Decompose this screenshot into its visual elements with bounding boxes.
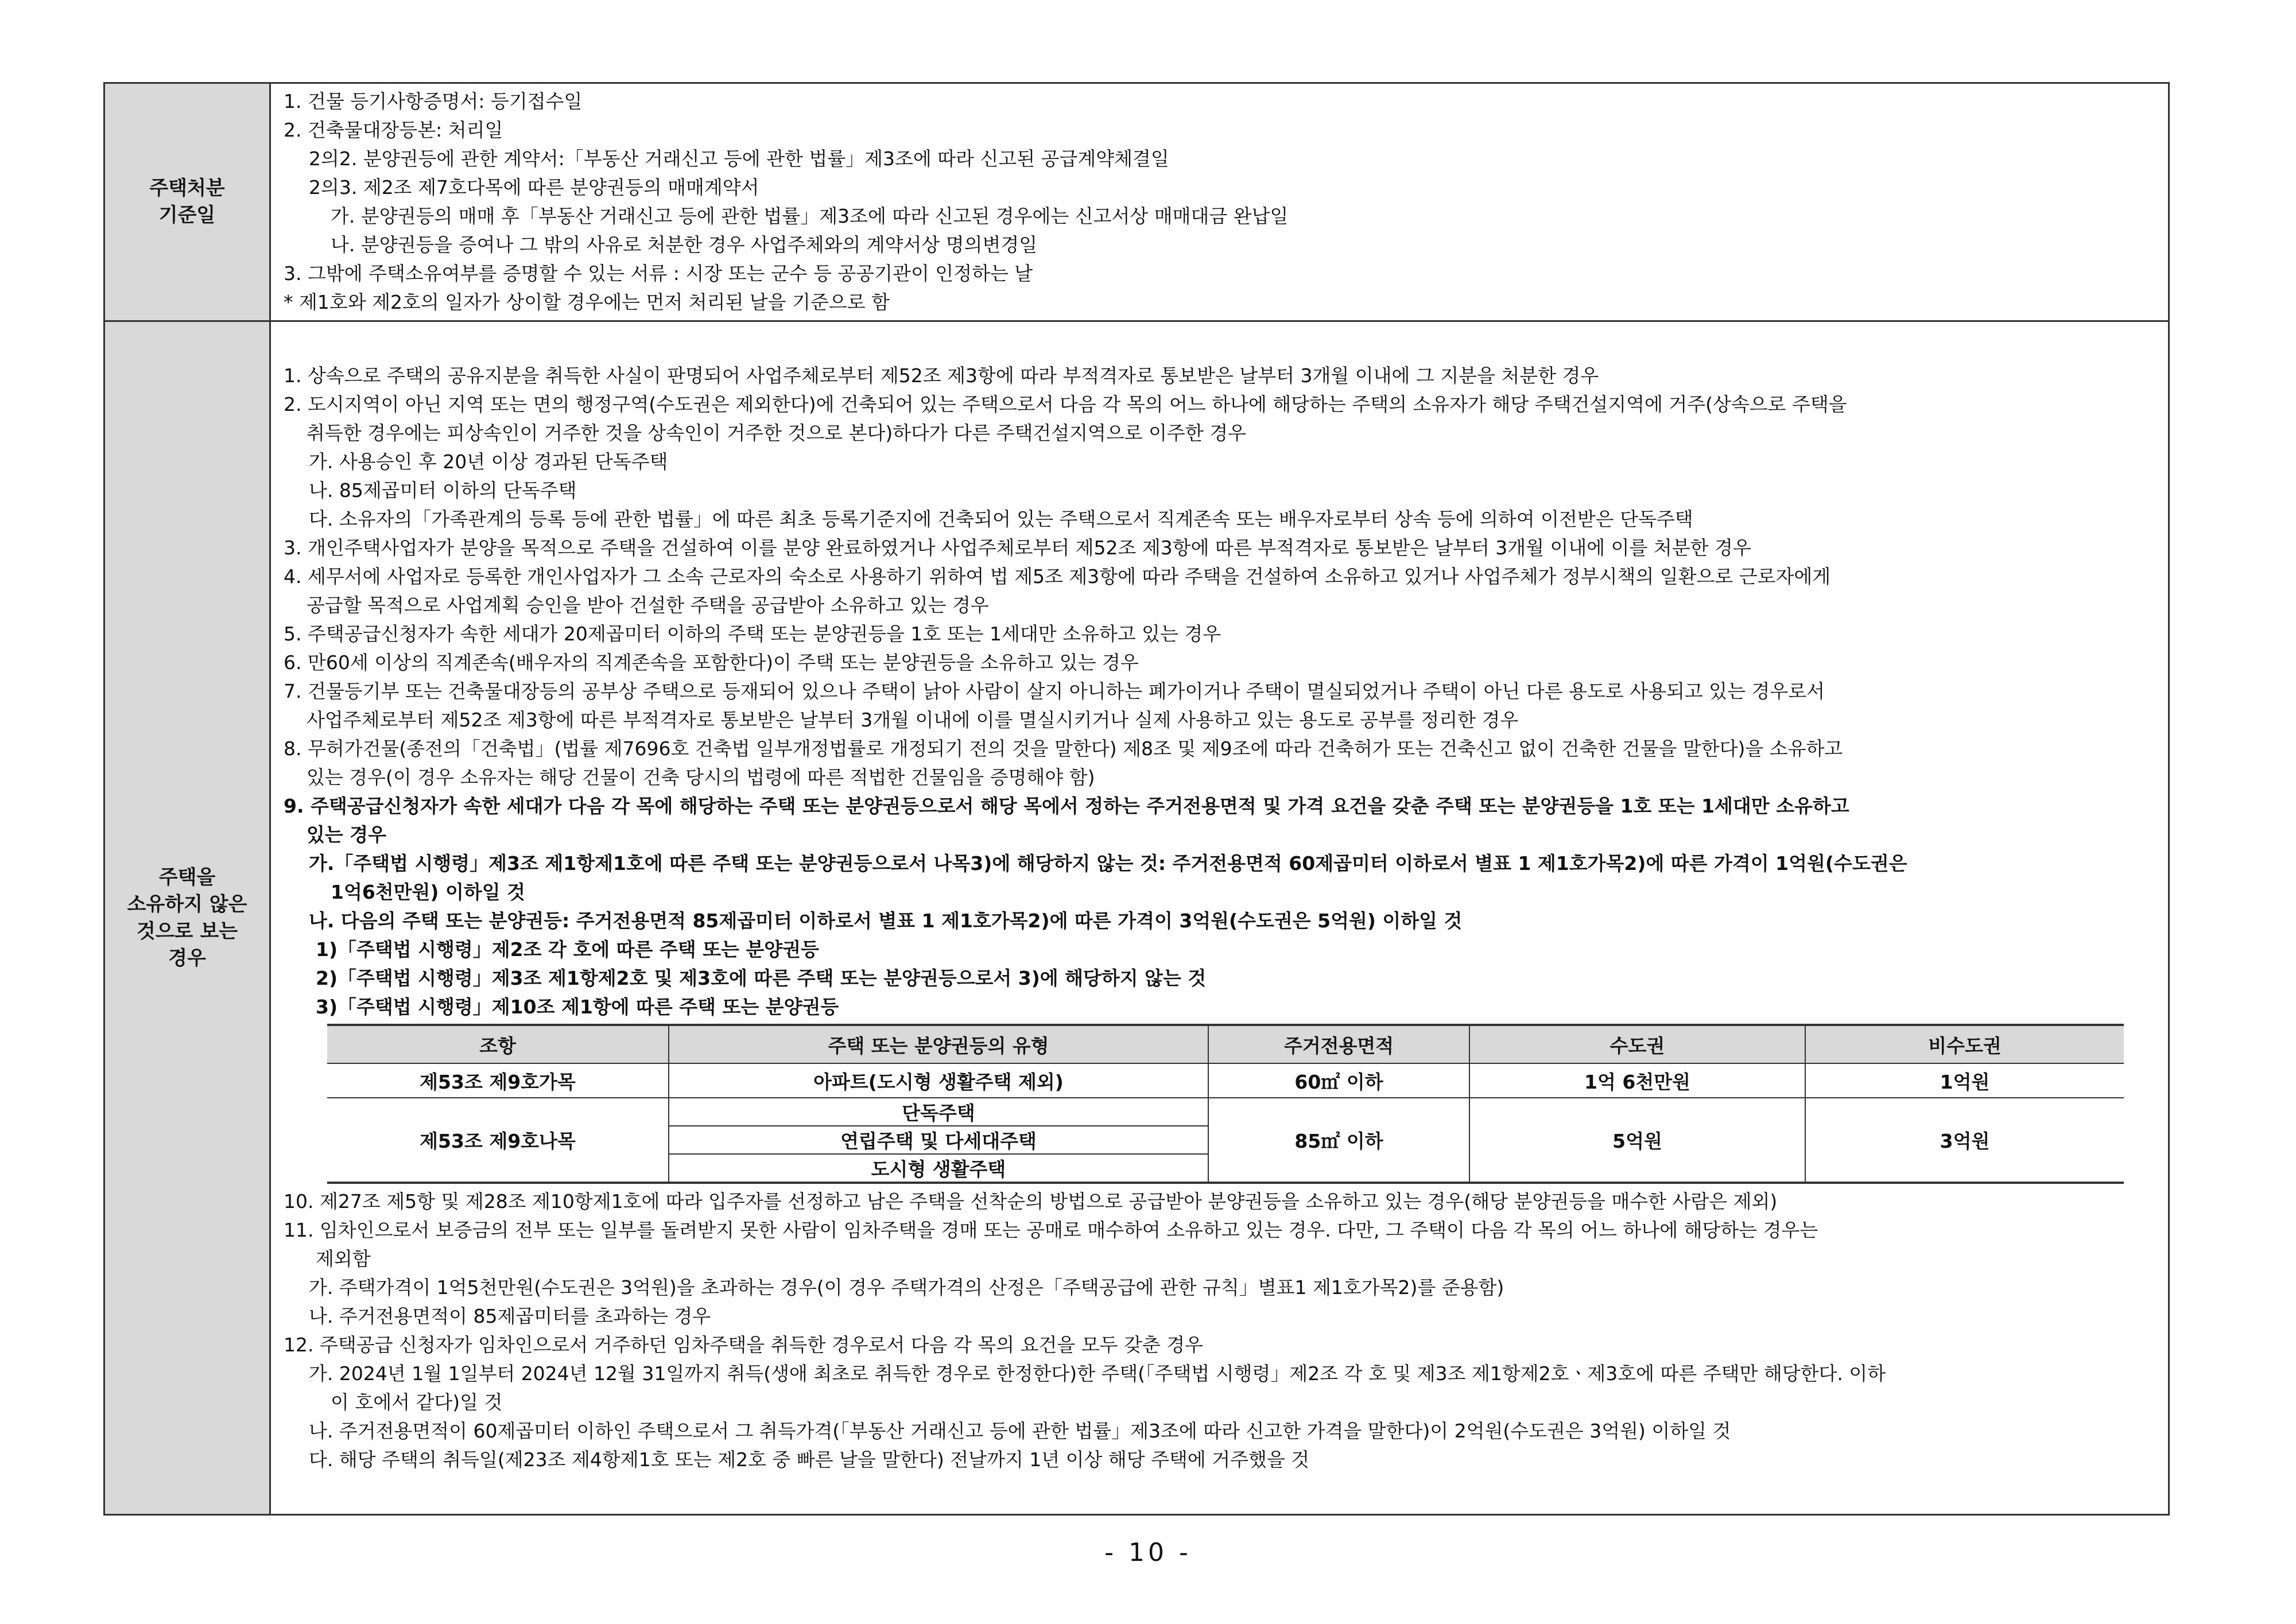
list-item: 나. 다음의 주택 또는 분양권등: 주거전용면적 85제곱미터 이하로서 별표 1 제1호가목2)에 따른 가격이 3억원(수도권은 5억원) 이하일 것	[309, 910, 1463, 932]
list-item: 공급할 목적으로 사업계획 승인을 받아 건설한 주택을 공급받아 소유하고 있는 경우	[307, 594, 989, 616]
list-item: 나. 주거전용면적이 85제곱미터를 초과하는 경우	[309, 1305, 711, 1327]
list-item: 나. 주거전용면적이 60제곱미터 이하인 주택으로서 그 취득가격(「부동산 거래신고 등에 관한 법률」제3조에 따라 신고한 가격을 말한다)이 2억원(수도권은 3억원) 이하일 것	[309, 1420, 1731, 1442]
section-content-disposal-date	[270, 83, 2169, 321]
table-cell: 제53조 제9호나목	[327, 1098, 669, 1183]
section-content-not-owning	[270, 321, 2169, 1515]
list-item: 8. 무허가건물(종전의「건축법」(법률 제7696호 건축법 일부개정법률로 개정되기 전의 것을 말한다) 제8조 및 제9조에 따라 건축허가 또는 건축신고 없이 건축한 건물을 말한다)을 소유하고	[284, 737, 1843, 760]
price-criteria-table	[327, 1024, 2124, 1184]
document	[103, 82, 2170, 1516]
list-item: 다. 소유자의「가족관계의 등록 등에 관한 법률」에 따른 최초 등록기준지에 건축되어 있는 주택으로서 직계존속 또는 배우자로부터 상속 등에 의하여 이전받은 단독주택	[309, 508, 1693, 530]
section-not-owning	[104, 321, 2169, 1515]
table-cell: 5억원	[1469, 1098, 1805, 1183]
list-item: 2. 건축물대장등본: 처리일	[284, 119, 503, 141]
table-cell: 1억원	[1805, 1063, 2124, 1098]
table-cell: 1억 6천만원	[1469, 1063, 1805, 1098]
list-item: 11. 임차인으로서 보증금의 전부 또는 일부를 돌려받지 못한 사람이 임차주택을 경매 또는 공매로 매수하여 소유하고 있는 경우. 다만, 그 주택이 다음 각 목의 어느 하나에 해당하는 경우는	[284, 1219, 1818, 1241]
table-cell: 도시형 생활주택	[669, 1154, 1208, 1183]
list-item: 1억6천만원) 이하일 것	[331, 881, 526, 903]
list-item: 10. 제27조 제5항 및 제28조 제10항제1호에 따라 입주자를 선정하고 남은 주택을 선착순의 방법으로 공급받아 분양권등을 소유하고 있는 경우(해당 분양권등을 매수한 사람은 제외)	[284, 1190, 1778, 1213]
label-text: 주택처분 기준일	[149, 177, 225, 227]
list-item: 12. 주택공급 신청자가 임차인으로서 거주하던 임차주택을 취득한 경우로서 다음 각 목의 요건을 모두 갖춘 경우	[284, 1334, 1203, 1356]
table-row	[327, 1098, 2124, 1126]
list-item: 7. 건물등기부 또는 건축물대장등의 공부상 주택으로 등재되어 있으나 주택이 낡아 사람이 살지 아니하는 폐가이거나 주택이 멸실되었거나 주택이 아닌 다른 용도로 사용되고 있는 경우로서	[284, 680, 1825, 702]
column-header: 비수도권	[1805, 1025, 2124, 1063]
list-item: 2)「주택법 시행령」제3조 제1항제2호 및 제3호에 따른 주택 또는 분양권등으로서 3)에 해당하지 않는 것	[316, 967, 1207, 989]
list-item: 취득한 경우에는 피상속인이 거주한 것을 상속인이 거주한 것으로 본다)하다가 다른 주택건설지역으로 이주한 경우	[307, 422, 1247, 444]
list-item: 있는 경우	[307, 823, 387, 846]
section-label-disposal-date	[104, 83, 270, 321]
note-text: * 제1호와 제2호의 일자가 상이할 경우에는 먼저 처리된 날을 기준으로 함	[284, 291, 890, 313]
list-item: 1. 상속으로 주택의 공유지분을 취득한 사실이 판명되어 사업주체로부터 제52조 제3항에 따라 부적격자로 통보받은 날부터 3개월 이내에 그 지분을 처분한 경우	[284, 364, 1599, 387]
list-item: 이 호에서 같다)일 것	[331, 1391, 503, 1413]
table-row	[327, 1063, 2124, 1098]
list-item: 사업주체로부터 제52조 제3항에 따른 부적격자로 통보받은 날부터 3개월 이내에 이를 멸실시키거나 실제 사용하고 있는 용도로 공부를 정리한 경우	[307, 709, 1519, 731]
list-item: 가. 분양권등의 매매 후「부동산 거래신고 등에 관한 법률」제3조에 따라 신고된 경우에는 신고서상 매매대금 완납일	[331, 205, 1289, 227]
list-item: 2. 도시지역이 아닌 지역 또는 면의 행정구역(수도권은 제외한다)에 건축되어 있는 주택으로서 다음 각 목의 어느 하나에 해당하는 주택의 소유자가 해당 주택건설지역에 거주(상속으로 주택을	[284, 393, 1847, 415]
list-item: 1. 건물 등기사항증명서: 등기접수일	[284, 90, 583, 112]
list-item: 가.「주택법 시행령」제3조 제1항제1호에 따른 주택 또는 분양권등으로서 나목3)에 해당하지 않는 것: 주거전용면적 60제곱미터 이하로서 별표 1 제1호가목2)에 따른 가격이 1억원(수도권은	[309, 852, 1907, 875]
list-item: 나. 85제곱미터 이하의 단독주택	[309, 479, 577, 502]
list-item: 5. 주택공급신청자가 속한 세대가 20제곱미터 이하의 주택 또는 분양권등을 1호 또는 1세대만 소유하고 있는 경우	[284, 623, 1221, 645]
list-item: 가. 사용승인 후 20년 이상 경과된 단독주택	[309, 450, 668, 473]
table-cell: 제53조 제9호가목	[327, 1063, 669, 1098]
list-item: 2의2. 분양권등에 관한 계약서:「부동산 거래신고 등에 관한 법률」제3조에 따라 신고된 공급계약체결일	[309, 147, 1169, 170]
table-cell: 60㎡ 이하	[1208, 1063, 1469, 1098]
criteria-table	[103, 82, 2170, 1516]
column-header: 조항	[327, 1025, 669, 1063]
list-item: 가. 주택가격이 1억5천만원(수도권은 3억원)을 초과하는 경우(이 경우 주택가격의 산정은「주택공급에 관한 규칙」별표1 제1호가목2)를 준용함)	[309, 1276, 1504, 1299]
list-item: 3. 개인주택사업자가 분양을 목적으로 주택을 건설하여 이를 분양 완료하였거나 사업주체로부터 제52조 제3항에 따른 부적격자로 통보받은 날부터 3개월 이내에 이를 처분한 경우	[284, 537, 1751, 559]
section-disposal-date	[104, 83, 2169, 321]
list-item: 4. 세무서에 사업자로 등록한 개인사업자가 그 소속 근로자의 숙소로 사용하기 위하여 법 제5조 제3항에 따라 주택을 건설하여 소유하고 있거나 사업주체가 정부시책의 일환으로 근로자에게	[284, 565, 1831, 588]
list-item: 나. 분양권등을 증여나 그 밖의 사유로 처분한 경우 사업주체와의 계약서상 명의변경일	[331, 234, 1038, 256]
page-number: - 10 -	[1104, 1538, 1192, 1567]
list-item: 제외함	[316, 1248, 371, 1270]
list-item: 있는 경우(이 경우 소유자는 해당 건물이 건축 당시의 법령에 따른 적법한 건물임을 증명해야 함)	[307, 766, 1095, 788]
label-text: 주택을 소유하지 않은 것으로 보는 경우	[127, 865, 247, 970]
table-cell: 연립주택 및 다세대주택	[669, 1126, 1208, 1154]
list-item: 2의3. 제2조 제7호다목에 따른 분양권등의 매매계약서	[309, 176, 759, 199]
column-header: 수도권	[1469, 1025, 1805, 1063]
list-item: 3. 그밖에 주택소유여부를 증명할 수 있는 서류 : 시장 또는 군수 등 공공기관이 인정하는 날	[284, 262, 1033, 285]
table-cell: 아파트(도시형 생활주택 제외)	[669, 1063, 1208, 1098]
table-cell: 3억원	[1805, 1098, 2124, 1183]
list-item: 가. 2024년 1월 1일부터 2024년 12월 31일까지 취득(생애 최초로 취득한 경우로 한정한다)한 주택(「주택법 시행령」제2조 각 호 및 제3조 제1항제2호ㆍ제3호에 따른 주택만 해당한다. 이하	[309, 1362, 1886, 1385]
list-item: 다. 해당 주택의 취득일(제23조 제4항제1호 또는 제2호 중 빠른 날을 말한다) 전날까지 1년 이상 해당 주택에 거주했을 것	[309, 1448, 1310, 1471]
column-header: 주택 또는 분양권등의 유형	[669, 1025, 1208, 1063]
list-item: 6. 만60세 이상의 직계존속(배우자의 직계존속을 포함한다)이 주택 또는 분양권등을 소유하고 있는 경우	[284, 651, 1139, 674]
table-cell: 단독주택	[669, 1098, 1208, 1126]
list-item: 9. 주택공급신청자가 속한 세대가 다음 각 목에 해당하는 주택 또는 분양권등으로서 해당 목에서 정하는 주거전용면적 및 가격 요건을 갖춘 주택 또는 분양권등을 1호 또는 1세대만 소유하고	[284, 795, 1849, 817]
table-header-row	[327, 1025, 2124, 1063]
list-item: 3)「주택법 시행령」제10조 제1항에 따른 주택 또는 분양권등	[316, 996, 839, 1018]
section-label-not-owning	[104, 321, 270, 1515]
table-cell: 85㎡ 이하	[1208, 1098, 1469, 1183]
column-header: 주거전용면적	[1208, 1025, 1469, 1063]
list-item: 1)「주택법 시행령」제2조 각 호에 따른 주택 또는 분양권등	[316, 938, 819, 961]
